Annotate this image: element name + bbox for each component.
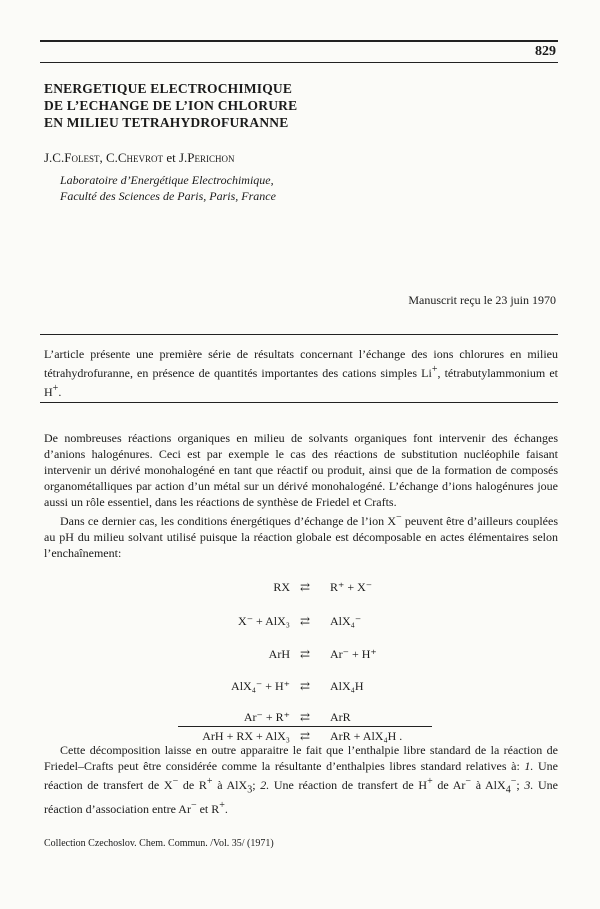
equation-lhs: ArH — [268, 647, 290, 661]
equation-lhs: AlX₄⁻ + H⁺ — [231, 679, 290, 693]
author-name: Perichon — [187, 150, 235, 165]
paragraph-text: ; — [516, 778, 525, 792]
author-initials: C. — [105, 150, 118, 165]
paragraph-text: Une réaction de transfert de X — [44, 759, 559, 792]
abstract-text: L’article présente une première série de résultats concernant l’échange des ions chlorures en milieu tétrahydrofuranne, en présence de quantités importantes des cations simples Li — [44, 347, 558, 380]
paragraph-text: de R — [178, 778, 207, 792]
author-name: Chevrot — [117, 150, 164, 165]
equilibrium-arrow-icon: ⇄ — [300, 710, 311, 724]
paragraph-text: à AlX — [471, 778, 506, 792]
author-separator: et — [163, 150, 179, 165]
equilibrium-arrow-icon: ⇄ — [300, 614, 311, 628]
closing-paragraph: Cette décomposition laisse en outre apparaitre le fait que l’enthalpie libre standard de la réaction de Friedel–Crafts peut être considérée comme la résultante d’enthalpies libres standard relatives à: 1. Une réaction de transfert de X− de R+ à AlX$_3$; 2. Une réaction de transfert de H+ de Ar− à AlX$_4$−; 3. Une réaction d’association entre Ar− et R+. — [44, 743, 559, 817]
authors — [44, 150, 235, 166]
author-initials: J. — [178, 150, 188, 165]
paragraph-text: ; — [252, 778, 261, 792]
top-rule — [40, 40, 558, 42]
equation-rhs: ArR + AlX₄H . — [330, 729, 403, 743]
paragraph-text: peuvent être d’ailleurs couplées au pH du milieu solvant utilisé puisque la réaction globale est décomposable en actes élémentaires selon l’enchaînement: — [44, 514, 558, 560]
abstract-text: , tétrabutylammonium et H — [44, 366, 558, 399]
equation-rhs: AlX₄H — [330, 679, 364, 693]
equation-lhs: X⁻ + AlX₃ — [238, 614, 290, 628]
abstract: L’article présente une première série de résultats concernant l’échange des ions chlorures en milieu tétrahydrofuranne, en présence de quantités importantes des cations simples Li+, tétrabutylammonium et H+. — [44, 347, 558, 399]
paragraph-text: Une réaction de transfert de H — [269, 778, 428, 792]
paragraph-text: Cette décomposition laisse en outre apparaitre le fait que l’enthalpie libre standard de la réaction de Friedel–Crafts peut être considérée comme la résultante d’enthalpies libres standard relatives à: — [44, 743, 558, 773]
equation-rhs: Ar⁻ + H⁺ — [330, 647, 377, 661]
equation-rhs: AlX₄⁻ — [330, 614, 362, 628]
paragraph: De nombreuses réactions organiques en milieu de solvants organiques font intervenir des échanges d’anions halogénures. Ceci est par exemple le cas des réactions de substitution nucléophile faisant intervenir un dérivé monohalogéné en tant que réactif ou produit, ainsi que de la formation de composés organométalliques par action d’un métal sur un dérivé monohalogéné. L’échange d’ions halogénures joue aussi un rôle essentiel, dans les réactions de synthèse de Friedel et Crafts. — [44, 431, 558, 509]
paragraph-text: à AlX — [212, 778, 248, 792]
title-line: DE L’ECHANGE DE L’ION CHLORURE — [44, 98, 298, 113]
equation-rhs: ArR — [330, 710, 351, 724]
paragraph-text: Une réaction d’association entre Ar — [44, 778, 558, 817]
item-number: 2. — [260, 778, 270, 792]
item-number: 1. — [524, 759, 534, 773]
equation-rhs: R⁺ + X⁻ — [330, 580, 373, 594]
paragraph-text: Dans ce dernier cas, les conditions énergétiques d’échange de l’ion X — [60, 514, 397, 528]
article-title — [44, 80, 297, 131]
affiliation — [60, 172, 276, 204]
equilibrium-arrow-icon: ⇄ — [300, 647, 311, 661]
paragraph-text: et R — [196, 802, 220, 817]
abstract-text: . — [58, 385, 62, 399]
abstract-top-rule — [40, 334, 558, 335]
author-initials: J.C. — [44, 150, 65, 165]
header-rule — [40, 62, 558, 63]
equilibrium-arrow-icon: ⇄ — [300, 729, 311, 743]
item-number: 3. — [524, 778, 534, 792]
received-date: Manuscrit reçu le 23 juin 1970 — [408, 293, 556, 307]
paragraph-text: de Ar — [432, 778, 466, 792]
equilibrium-arrow-icon: ⇄ — [300, 679, 311, 693]
title-line: ENERGETIQUE ELECTROCHIMIQUE — [44, 81, 293, 96]
title-line: EN MILIEU TETRAHYDROFURANNE — [44, 115, 289, 130]
page-number: 829 — [535, 44, 556, 59]
author-name: Folest — [64, 150, 100, 165]
author-separator: , — [99, 150, 106, 165]
journal-footer: Collection Czechoslov. Chem. Commun. /Vol. 35/ (1971) — [44, 838, 274, 849]
equation-sum-rule — [178, 726, 432, 727]
equilibrium-arrow-icon: ⇄ — [300, 580, 311, 594]
equation-lhs: ArH + RX + AlX₃ — [202, 729, 290, 743]
affiliation-line: Faculté des Sciences de Paris, Paris, France — [60, 189, 276, 203]
paragraph: Dans ce dernier cas, les conditions énergétiques d’échange de l’ion X− peuvent être d’ailleurs couplées au pH du milieu solvant utilisé puisque la réaction globale est décomposable en actes élémentaires selon l’enchaînement: — [44, 512, 558, 560]
equation-lhs: Ar⁻ + R⁺ — [243, 710, 290, 724]
affiliation-line: Laboratoire d’Energétique Electrochimique, — [60, 173, 274, 187]
equation-lhs: RX — [273, 580, 290, 594]
paragraph-text: . — [224, 802, 228, 817]
body-text — [44, 430, 558, 561]
abstract-bottom-rule — [40, 402, 558, 403]
